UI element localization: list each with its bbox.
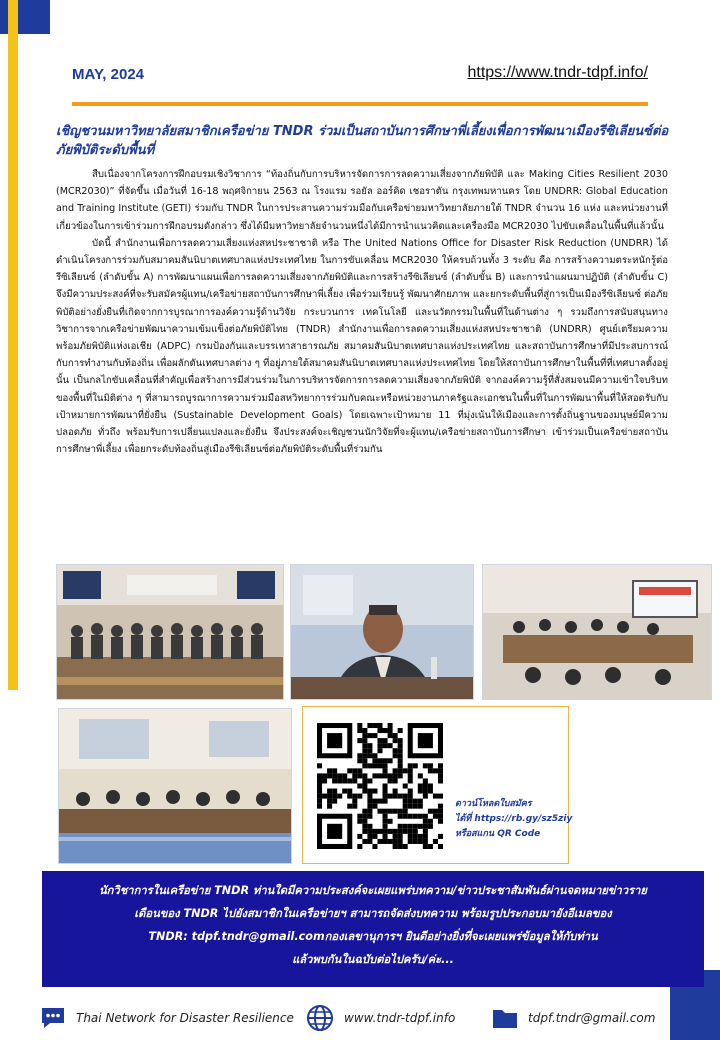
globe-icon <box>306 1004 334 1032</box>
issue-date: MAY, 2024 <box>72 66 144 83</box>
qr-caption-line: หรือสแกน QR Code <box>455 829 541 839</box>
qr-caption <box>455 797 573 842</box>
side-accent-bar <box>8 0 18 690</box>
footer <box>0 1000 670 1036</box>
banner-line: นักวิชาการในเครือข่าย TNDR ท่านใดมีความประสงค์จะเผยแพร่บทความ/ข่าวประชาสัมพันธ์ผ่านจดหมายข่าวราย <box>99 884 647 897</box>
article-paragraph: สืบเนื่องจากโครงการฝึกอบรมเชิงวิชาการ “ท้องถิ่นกับการบริหารจัดการการลดความเสี่ยงจากภัยพิบัติ และ Making Cities Resilient 2030 (MCR2030)” ที่จัดขึ้น เมื่อวันที่ 16-18 พฤศจิกายน 2563 ณ โรงแรม รอยัล ออร์คิด เชอราตัน กรุงเทพมหานคร โดย UNDRR: Global Education and Training Institute (GETI) ร่วมกับ TNDR ในการประสานความร่วมมือกับเครือข่ายมหาวิทยาลัยภายใต้ TNDR จำนวน 16 แห่ง และหน่วยงานที่เกี่ยวข้องในการเข้าร่วมการฝึกอบรมดังกล่าว ซึ่งได้มีมหาวิทยาลัยจำนวนหนึ่งได้มีการนำแนวคิดและเครื่องมือ MCR2030 ไปขับเคลื่อนในพื้นที่แล้วนั้น <box>56 169 668 232</box>
article-paragraph: บัดนี้ สำนักงานเพื่อการลดความเสี่ยงแห่งสหประชาชาติ หรือ The United Nations Office for Disaster Risk Reduction (UNDRR) ได้ดำเนินโครงการร่วมกับสมาคมสันนิบาตเทศบาลแห่งประเทศไทย ในการขับเคลื่อน MCR2030 ให้ครบถ้วนทั้ง 3 ระดับ คือ การสร้างความตระหนักรู้ต่อรีซิเลียนซ์ (ลำดับขั้น A) การพัฒนาแผนเพื่อการลดความเสี่ยงจากภัยพิบัติและการสร้างรีซิเลียนซ์ (ลำดับขั้น B) และการนำแผนมาปฏิบัติ (ลำดับขั้น C) จึงมีความประสงค์ที่จะรับสมัครผู้แทน/เครือข่ายสถาบันการศึกษาพี่เลี้ยง เพื่อร่วมเรียนรู้ พัฒนาศักยภาพ และยกระดับพื้นที่สู่การเป็นเมืองรีซิเลียนซ์ ต่อภัยพิบัติอย่างยั่งยืนที่เกิดจากการบูรณาการองค์ความรู้ด้านวิจัย กระบวนการ เทคโนโลยี และนวัตกรรมในพื้นที่ในด้านต่าง ๆ รวมถึงการสนับสนุนทางวิชาการจากเครือข่ายพัฒนาความเข้มแข็งต่อภัยพิบัติไทย (TNDR) สำนักงานเพื่อการลดความเสี่ยงแห่งสหประชาชาติ (UNDRR) ศูนย์เตรียมความพร้อมภัยพิบัติแห่งเอเชีย (ADPC) กรมป้องกันและบรรเทาสาธารณภัย สมาคมสันนิบาตเทศบาลแห่งประเทศไทย และสถาบันการศึกษาที่มีประสบการณ์กับการทำงานกับท้องถิ่น เพื่อผลักดันเทศบาลต่าง ๆ ที่อยู่ภายใต้สมาคมสันนิบาตเทศบาลแห่งประเทศไทย โดยให้สถาบันการศึกษาในพื้นที่ที่เทศบาลตั้งอยู่นั้น เป็นกลไกขับเคลื่อนที่สำคัญเพื่อสร้างการมีส่วนร่วมในการบริหารจัดการการลดความเสี่ยงจากภัยพิบัติ จากองค์ความรู้ที่สั่งสมจนมีความเข้าใจบริบทของพื้นที่ในมิติต่าง ๆ ที่สามารถบูรณาการความร่วมมือสหวิทยาการร่วมกับคณะหรือหน่วยงานภาครัฐและเอกชนในพื้นที่ในการพัฒนาพื้นที่ให้สอดรับกับเป้าหมายการพัฒนาที่ยั่งยืน (Sustainable Development Goals) โดยเฉพาะเป้าหมาย 11 ที่มุ่งเน้นให้เมืองและการตั้งถิ่นฐานของมนุษย์มีความปลอดภัย ทั่วถึง พร้อมรับการเปลี่ยนแปลงและยั่งยืน จึงประสงค์จะเชิญชวนนักวิจัยที่จะผู้แทน/เครือข่ายสถาบันการศึกษา เข้าร่วมเป็นเครือข่ายสถาบันการศึกษาพี่เลี้ยง เพื่อยกระดับท้องถิ่นสู่เมืองรีซิเลียนซ์ต่อภัยพิบัติระดับพื้นที่ร่วมกัน <box>56 237 668 456</box>
photo-speaker <box>290 564 474 700</box>
photo-workshop <box>482 564 712 700</box>
photo-conference-table <box>58 708 292 864</box>
article-title: เชิญชวนมหาวิทยาลัยสมาชิกเครือข่าย TNDR ร่วมเป็นสถาบันการศึกษาพี่เลี้ยงเพื่อการพัฒนาเมืองรีซิเลียนซ์ต่อภัยพิบัติระดับพื้นที่ <box>56 124 669 158</box>
banner-line: TNDR: tdpf.tndr@gmail.comกองเลขานุการฯ ยินดีอย่างยิ่งที่จะเผยแพร่ข้อมูลให้กับท่าน <box>148 930 598 943</box>
footer-network-name: Thai Network for Disaster Resilience <box>76 1011 294 1025</box>
qr-caption-line: ได้ที่ https://rb.gy/sz5ziy <box>455 814 573 824</box>
photo-meeting-room <box>56 564 284 700</box>
folder-icon <box>492 1007 518 1029</box>
article-body <box>56 166 668 458</box>
chat-icon <box>40 1006 66 1030</box>
footer-email-text: tdpf.tndr@gmail.com <box>528 1011 656 1025</box>
qr-code[interactable] <box>317 723 443 849</box>
footer-network <box>40 1004 294 1032</box>
footer-email[interactable] <box>492 1004 655 1032</box>
header-divider <box>72 102 648 106</box>
qr-caption-line: ดาวน์โหลดใบสมัคร <box>455 799 532 809</box>
qr-download-box <box>302 706 573 864</box>
banner-line: เดือนของ TNDR ไปยังสมาชิกในเครือข่ายฯ สามารถจัดส่งบทความ พร้อมรูปประกอบมายังอีเมลของ <box>134 907 612 920</box>
banner-line: แล้วพบกันในฉบับต่อไปครับ/ค่ะ... <box>292 953 454 966</box>
call-for-articles-banner <box>42 871 704 987</box>
footer-website-text: www.tndr-tdpf.info <box>344 1011 456 1025</box>
footer-website[interactable] <box>306 1004 455 1032</box>
website-link[interactable]: https://www.tndr-tdpf.info/ <box>467 64 648 81</box>
